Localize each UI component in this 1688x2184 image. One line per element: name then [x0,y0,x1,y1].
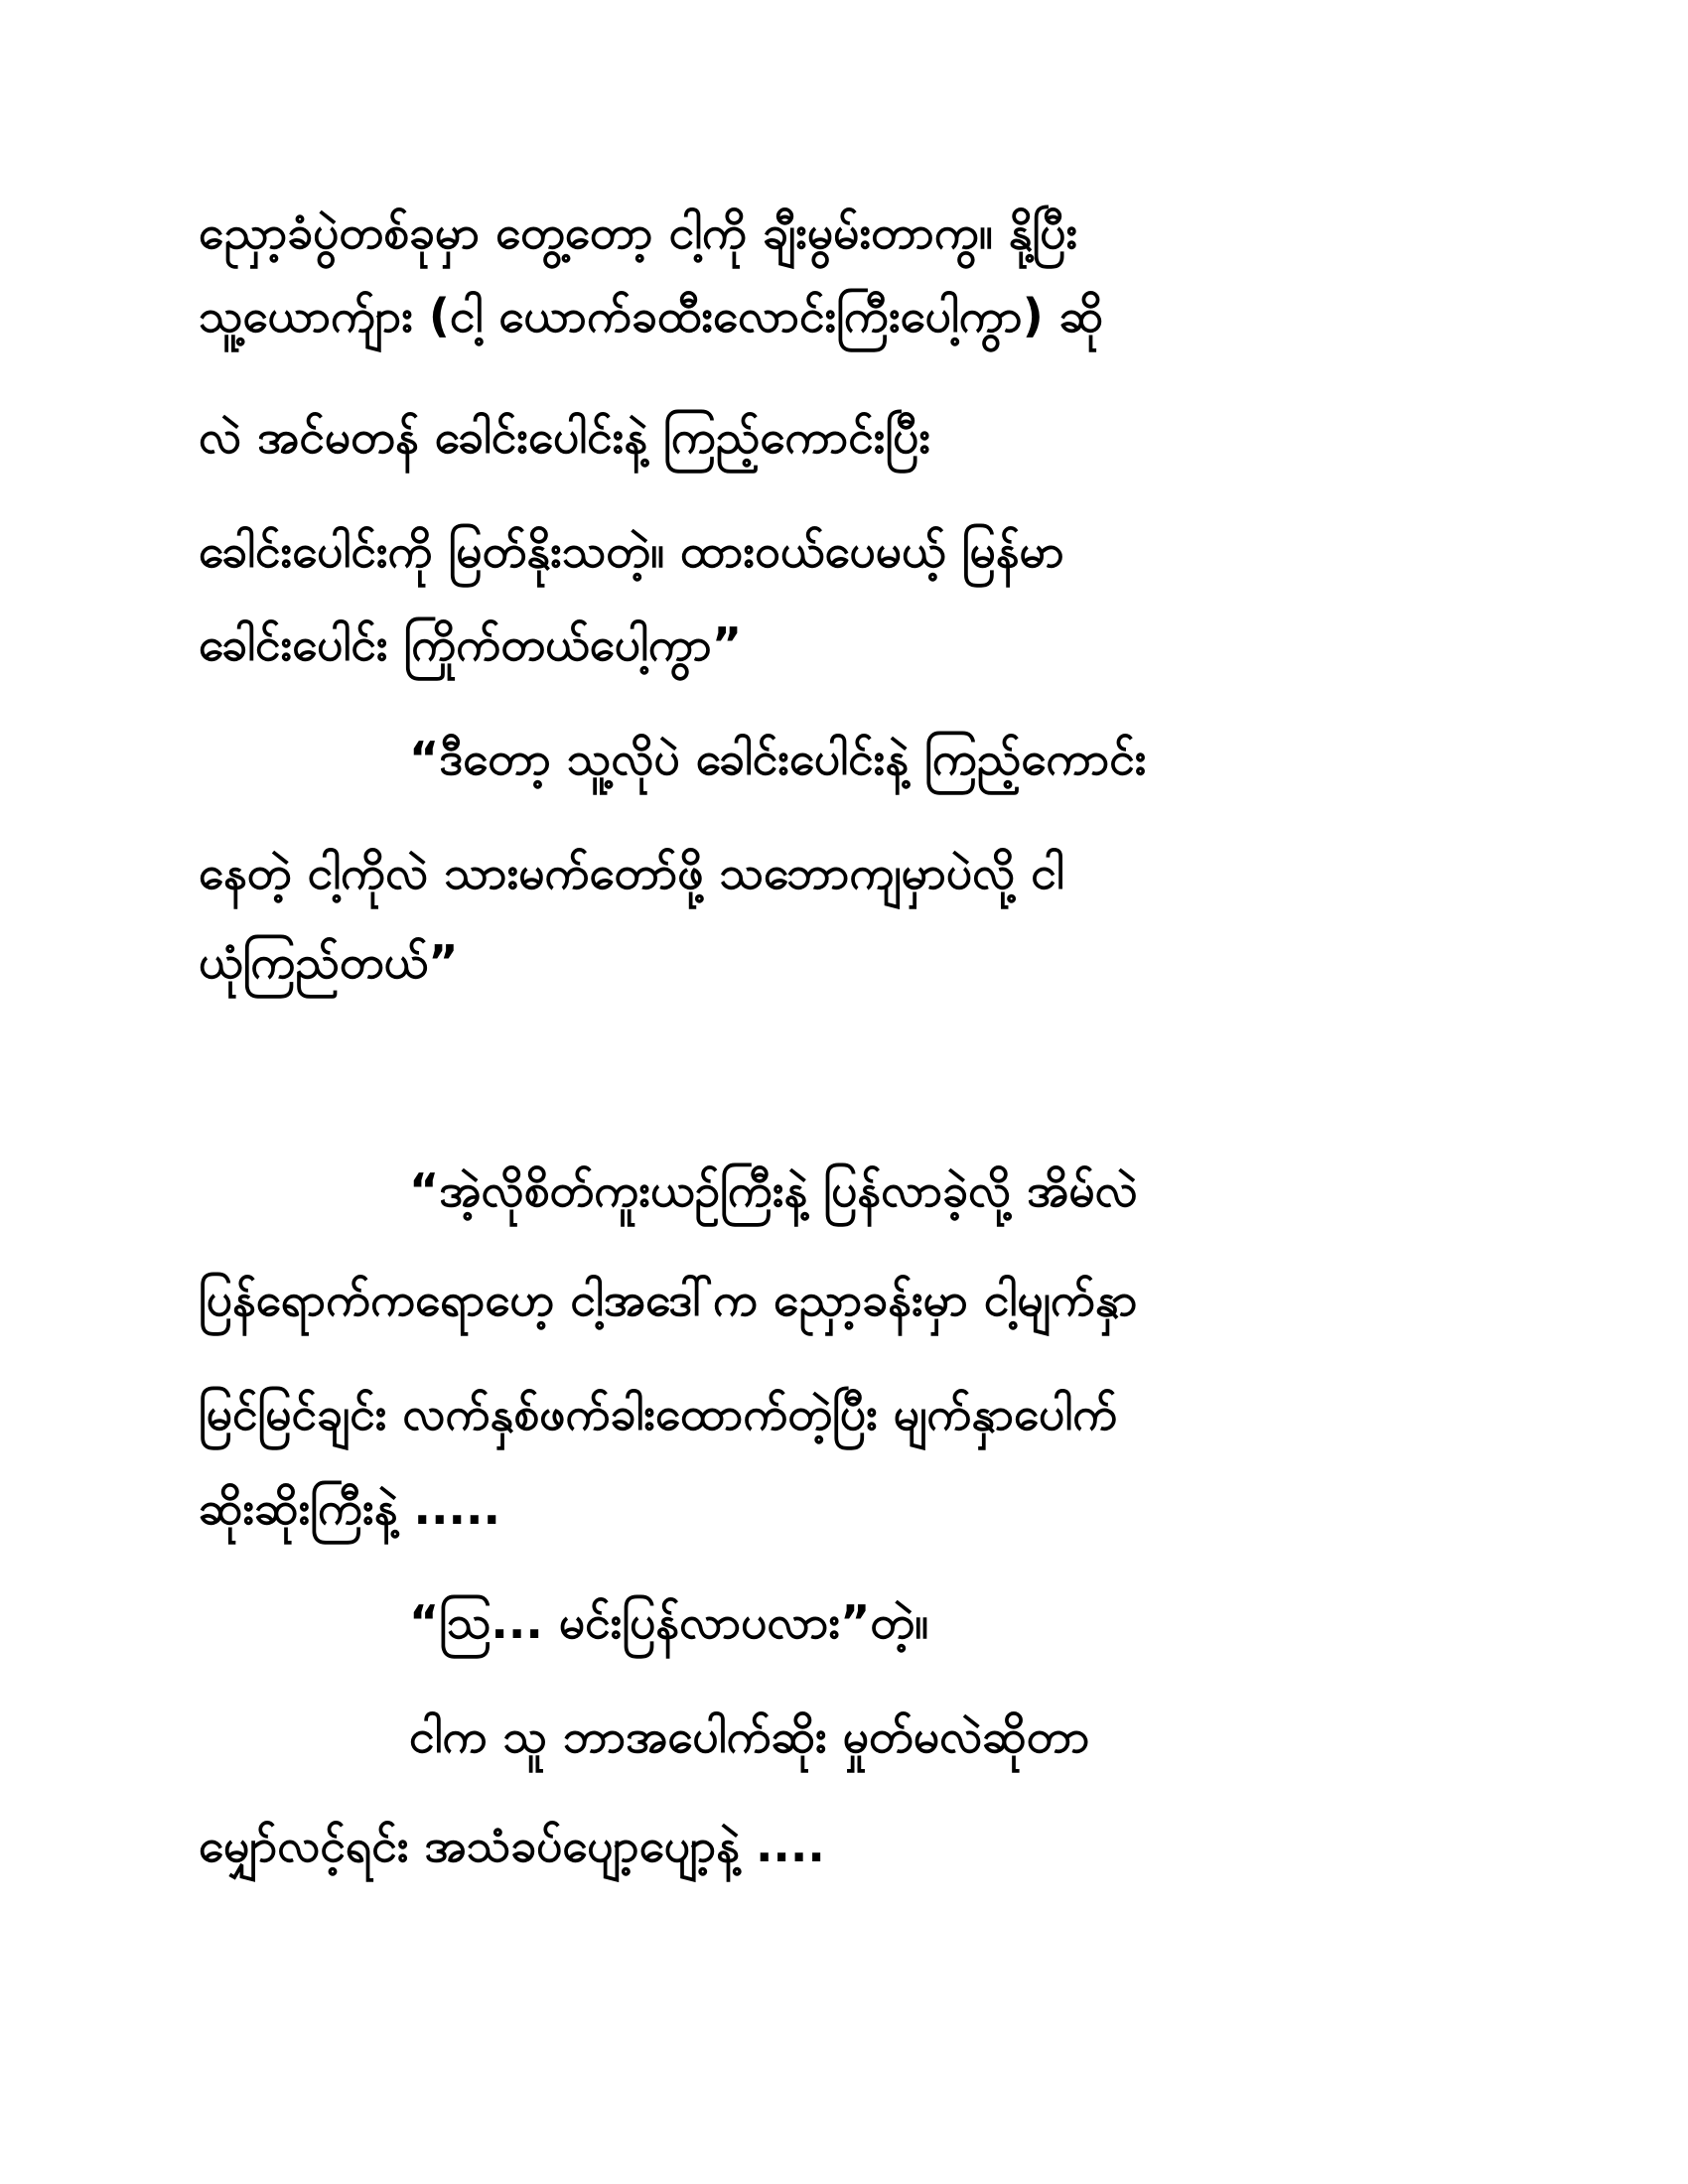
text-line: ပြန်ရောက်ကရောဟေ့ ငါ့အဒေါ်က ညှော့ခန်းမှာ ငါ့မျက်နှာ [199,1273,1138,1326]
text-line: “ဒီတော့ သူ့လိုပဲ ခေါင်းပေါင်းနဲ့ ကြည့်ကောင်း [409,732,1147,785]
text-line: မြင်မြင်ချင်း လက်နှစ်ဖက်ခါးထောက်တဲ့ပြီး မျက်နှာပေါက် [199,1387,1118,1440]
text-line: ယုံကြည်တယ်” [199,935,459,989]
text-line: ခေါင်းပေါင်းကို မြတ်နိုးသတဲ့။ ထားဝယ်ပေမယ့် မြန်မာ [199,524,1064,578]
text-line: လဲ အင်မတန် ခေါင်းပေါင်းနဲ့ ကြည့်ကောင်းပြီး [199,410,931,464]
text-line: သူ့ယောက်ျား (ငါ့ ယောက်ခထီးလောင်းကြီးပေါ့ကွာ) ဆို [199,289,1104,342]
text-line: မျှော်လင့်ရင်း အသံခပ်ပျော့ပျော့နဲ့ .... [199,1819,825,1872]
text-line: ဆိုးဆိုးကြီးနဲ့ ..... [199,1481,500,1535]
text-line: ငါက သူ ဘာအပေါက်ဆိုး မှုတ်မလဲဆိုတာ [409,1709,1090,1763]
text-line: “အဲ့လိုစိတ်ကူးယဉ်ကြီးနဲ့ ပြန်လာခဲ့လို့ အိမ်လဲ [409,1163,1138,1217]
text-line: နေတဲ့ ငါ့ကိုလဲ သားမက်တော်ဖို့ သဘောကျမှာပဲလို့ ငါ [199,846,1064,899]
text-line: ခေါင်းပေါင်း ကြိုက်တယ်ပေါ့ကွာ” [199,617,743,671]
text-line: ညှော့ခံပွဲတစ်ခုမှာ တွေ့တော့ ငါ့ကို ချီးမွမ်းတာကွ။ နို့ပြီး [199,205,1078,259]
text-line: “သြ... မင်းပြန်လာပလား”တဲ့။ [409,1595,929,1649]
